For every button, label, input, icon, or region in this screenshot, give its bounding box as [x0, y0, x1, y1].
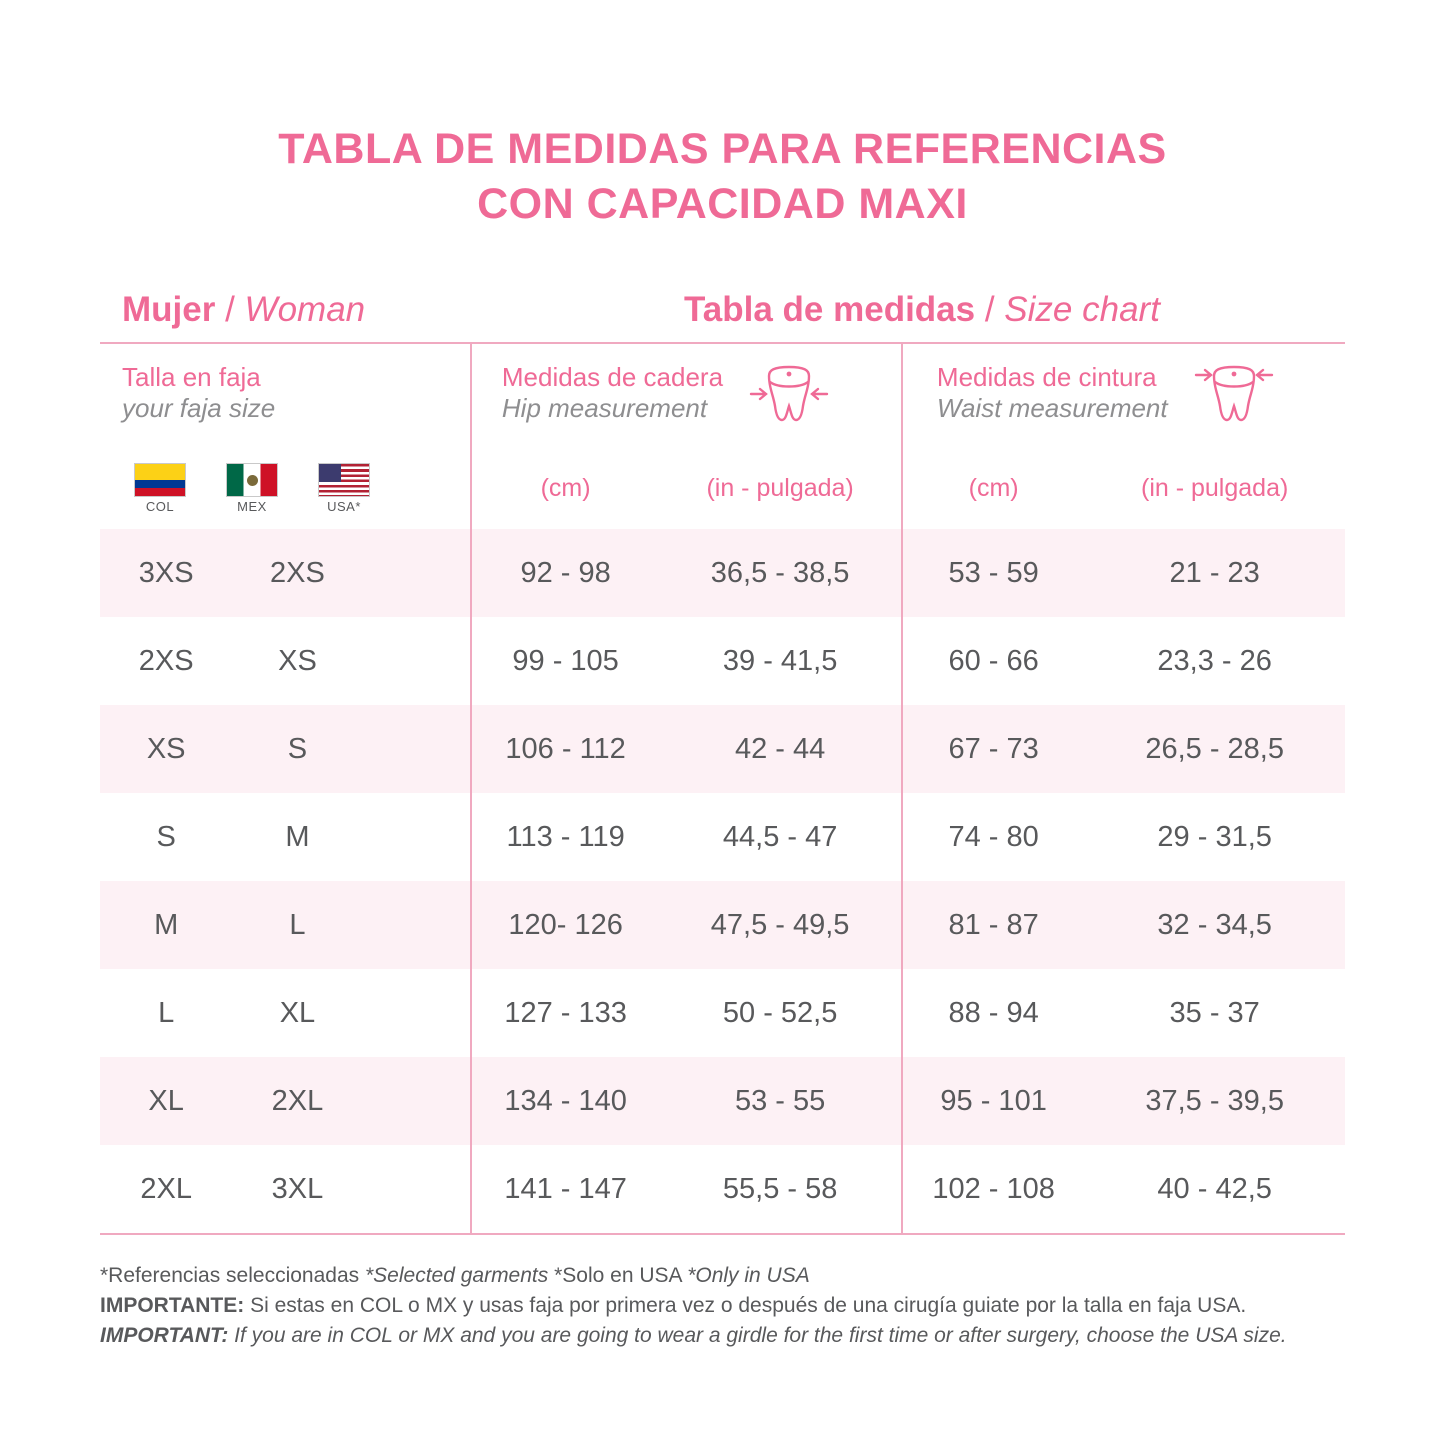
cell-waist-in: 35 - 37 — [1169, 996, 1260, 1029]
unit-waist-cm: (cm) — [902, 434, 1084, 529]
cell-size-col: 2XS — [138, 644, 194, 677]
header-hip-en: Hip measurement — [501, 392, 708, 423]
flag-usa — [311, 463, 377, 514]
flag-group — [101, 435, 469, 528]
flag-mexico — [219, 463, 285, 514]
cell-waist-in: 21 - 23 — [1084, 529, 1345, 617]
cell-waist-cm: 67 - 73 — [902, 705, 1084, 793]
size-chart-table-wrapper — [100, 342, 1345, 1235]
cell-hip-in: 36,5 - 38,5 — [659, 529, 902, 617]
cell-hip-in: 44,5 - 47 — [722, 820, 838, 853]
table-row — [100, 969, 1345, 1057]
cell-size-mex: L — [232, 881, 362, 969]
flag-label-usa: USA* — [327, 499, 361, 515]
table-row — [100, 1145, 1345, 1234]
header-waist-en: Waist measurement — [936, 392, 1168, 423]
cell-size-usa — [363, 881, 471, 969]
header-titles-row — [100, 344, 1345, 434]
cell-hip-in: 39 - 41,5 — [722, 644, 838, 677]
cell-size-col: L — [158, 996, 175, 1029]
flag-label-col: COL — [145, 499, 175, 515]
flags-cell — [100, 434, 471, 529]
cell-size-col: XL — [100, 1057, 232, 1145]
cell-size-usa — [363, 1057, 471, 1145]
page-title-line1: TABLA DE MEDIDAS PARA REFERENCIAS — [278, 125, 1167, 173]
cell-size-col: 3XS — [100, 529, 232, 617]
footnote-important-en-label: IMPORTANT: — [100, 1323, 229, 1347]
footnote-1c: *Solo en USA — [548, 1264, 688, 1288]
cell-hip-in: 50 - 52,5 — [722, 996, 838, 1029]
header-size-es: Talla en faja — [122, 362, 261, 393]
cell-size-mex: 2XL — [232, 1057, 362, 1145]
cell-waist-in: 26,5 - 28,5 — [1084, 705, 1345, 793]
cell-size-mex: XL — [279, 996, 316, 1029]
footnotes — [100, 1261, 1345, 1350]
header-size-column — [100, 344, 471, 434]
usa-flag-icon — [318, 463, 370, 497]
cell-hip-in: 42 - 44 — [659, 705, 902, 793]
footnote-line-3 — [100, 1321, 1345, 1351]
cell-waist-in: 37,5 - 39,5 — [1084, 1057, 1345, 1145]
cell-hip-cm: 127 - 133 — [471, 969, 659, 1057]
footnote-line-2 — [100, 1291, 1345, 1321]
cell-size-mex: XS — [278, 644, 317, 677]
page-title-line2: CON CAPACIDAD MAXI — [477, 180, 968, 229]
table-body — [100, 529, 1345, 1234]
cell-size-usa — [363, 969, 471, 1057]
chart-heading-row — [100, 290, 1345, 330]
heading-size-chart-es: Tabla de medidas — [684, 290, 976, 330]
table-row — [100, 793, 1345, 881]
heading-woman-es: Mujer — [122, 290, 216, 330]
cell-hip-in: 47,5 - 49,5 — [659, 881, 902, 969]
cell-hip-cm: 92 - 98 — [471, 529, 659, 617]
cell-waist-cm: 88 - 94 — [902, 969, 1084, 1057]
cell-waist-cm: 74 - 80 — [902, 793, 1084, 881]
cell-waist-cm: 102 - 108 — [902, 1145, 1084, 1234]
unit-hip-cm: (cm) — [471, 434, 659, 529]
colombia-flag-icon — [134, 463, 186, 497]
header-waist-column — [902, 344, 1345, 434]
cell-size-usa — [363, 793, 471, 881]
cell-waist-in: 29 - 31,5 — [1157, 820, 1272, 853]
cell-hip-in: 55,5 - 58 — [722, 1172, 838, 1205]
cell-hip-in: 53 - 55 — [659, 1057, 902, 1145]
cell-hip-cm: 141 - 147 — [471, 1145, 659, 1234]
header-hip-column — [471, 344, 902, 434]
header-hip-es: Medidas de cadera — [501, 362, 724, 393]
header-waist-es: Medidas de cintura — [936, 362, 1157, 393]
cell-size-usa — [363, 617, 471, 705]
flag-label-mex: MEX — [237, 499, 267, 515]
cell-waist-cm: 95 - 101 — [902, 1057, 1084, 1145]
cell-size-col: S — [156, 820, 176, 853]
cell-size-usa — [363, 529, 471, 617]
heading-woman — [122, 290, 384, 330]
cell-size-mex: 2XS — [232, 529, 362, 617]
panty-hip-icon — [733, 362, 845, 434]
footnote-important-es-label: IMPORTANTE: — [100, 1293, 245, 1317]
cell-size-mex: S — [232, 705, 362, 793]
heading-size-chart-slash: / — [975, 290, 1005, 330]
footnote-line-1 — [100, 1261, 1345, 1291]
table-row — [100, 881, 1345, 969]
cell-size-usa — [363, 705, 471, 793]
cell-hip-cm: 113 - 119 — [471, 793, 659, 881]
cell-waist-cm: 81 - 87 — [902, 881, 1084, 969]
cell-waist-in: 40 - 42,5 — [1157, 1172, 1272, 1205]
unit-waist-in: (in - pulgada) — [1141, 474, 1289, 503]
heading-size-chart — [384, 290, 1345, 330]
heading-woman-en: Woman — [244, 290, 366, 330]
cell-size-col: 2XL — [140, 1172, 192, 1205]
panty-waist-icon — [1178, 362, 1290, 434]
cell-waist-cm: 60 - 66 — [902, 617, 1084, 705]
cell-hip-cm: 134 - 140 — [471, 1057, 659, 1145]
cell-size-usa — [363, 1145, 471, 1234]
heading-woman-slash: / — [215, 290, 245, 330]
cell-hip-cm: 106 - 112 — [471, 705, 659, 793]
cell-size-mex: 3XL — [271, 1172, 324, 1205]
flag-colombia — [127, 463, 193, 514]
mexico-flag-icon — [226, 463, 278, 497]
table-row — [100, 1057, 1345, 1145]
table-row — [100, 529, 1345, 617]
cell-size-col: XS — [100, 705, 232, 793]
header-units-row — [100, 434, 1345, 529]
cell-hip-cm: 120- 126 — [471, 881, 659, 969]
table-row — [100, 617, 1345, 705]
unit-hip-in: (in - pulgada) — [706, 474, 854, 503]
size-chart-table — [100, 344, 1345, 1235]
footnote-important-en-text: If you are in COL or MX and you are going to wear a girdle for the first time or after surgery, choose the USA size. — [228, 1323, 1287, 1347]
cell-waist-in: 32 - 34,5 — [1084, 881, 1345, 969]
cell-size-mex: M — [285, 820, 310, 853]
header-size-en: your faja size — [122, 392, 276, 423]
cell-waist-cm: 53 - 59 — [902, 529, 1084, 617]
footnote-1b: *Selected garments — [364, 1264, 549, 1288]
cell-size-col: M — [100, 881, 232, 969]
footnote-1d: *Only in USA — [687, 1264, 810, 1288]
heading-size-chart-en: Size chart — [1004, 290, 1160, 330]
table-row — [100, 705, 1345, 793]
cell-hip-cm: 99 - 105 — [471, 617, 659, 705]
footnote-important-es-text: Si estas en COL o MX y usas faja por primera vez o después de una cirugía guiate por la talla en faja USA. — [244, 1293, 1247, 1317]
footnote-1a: *Referencias seleccionadas — [100, 1264, 365, 1288]
cell-waist-in: 23,3 - 26 — [1157, 644, 1272, 677]
page-title — [100, 0, 1345, 232]
table-head — [100, 344, 1345, 529]
